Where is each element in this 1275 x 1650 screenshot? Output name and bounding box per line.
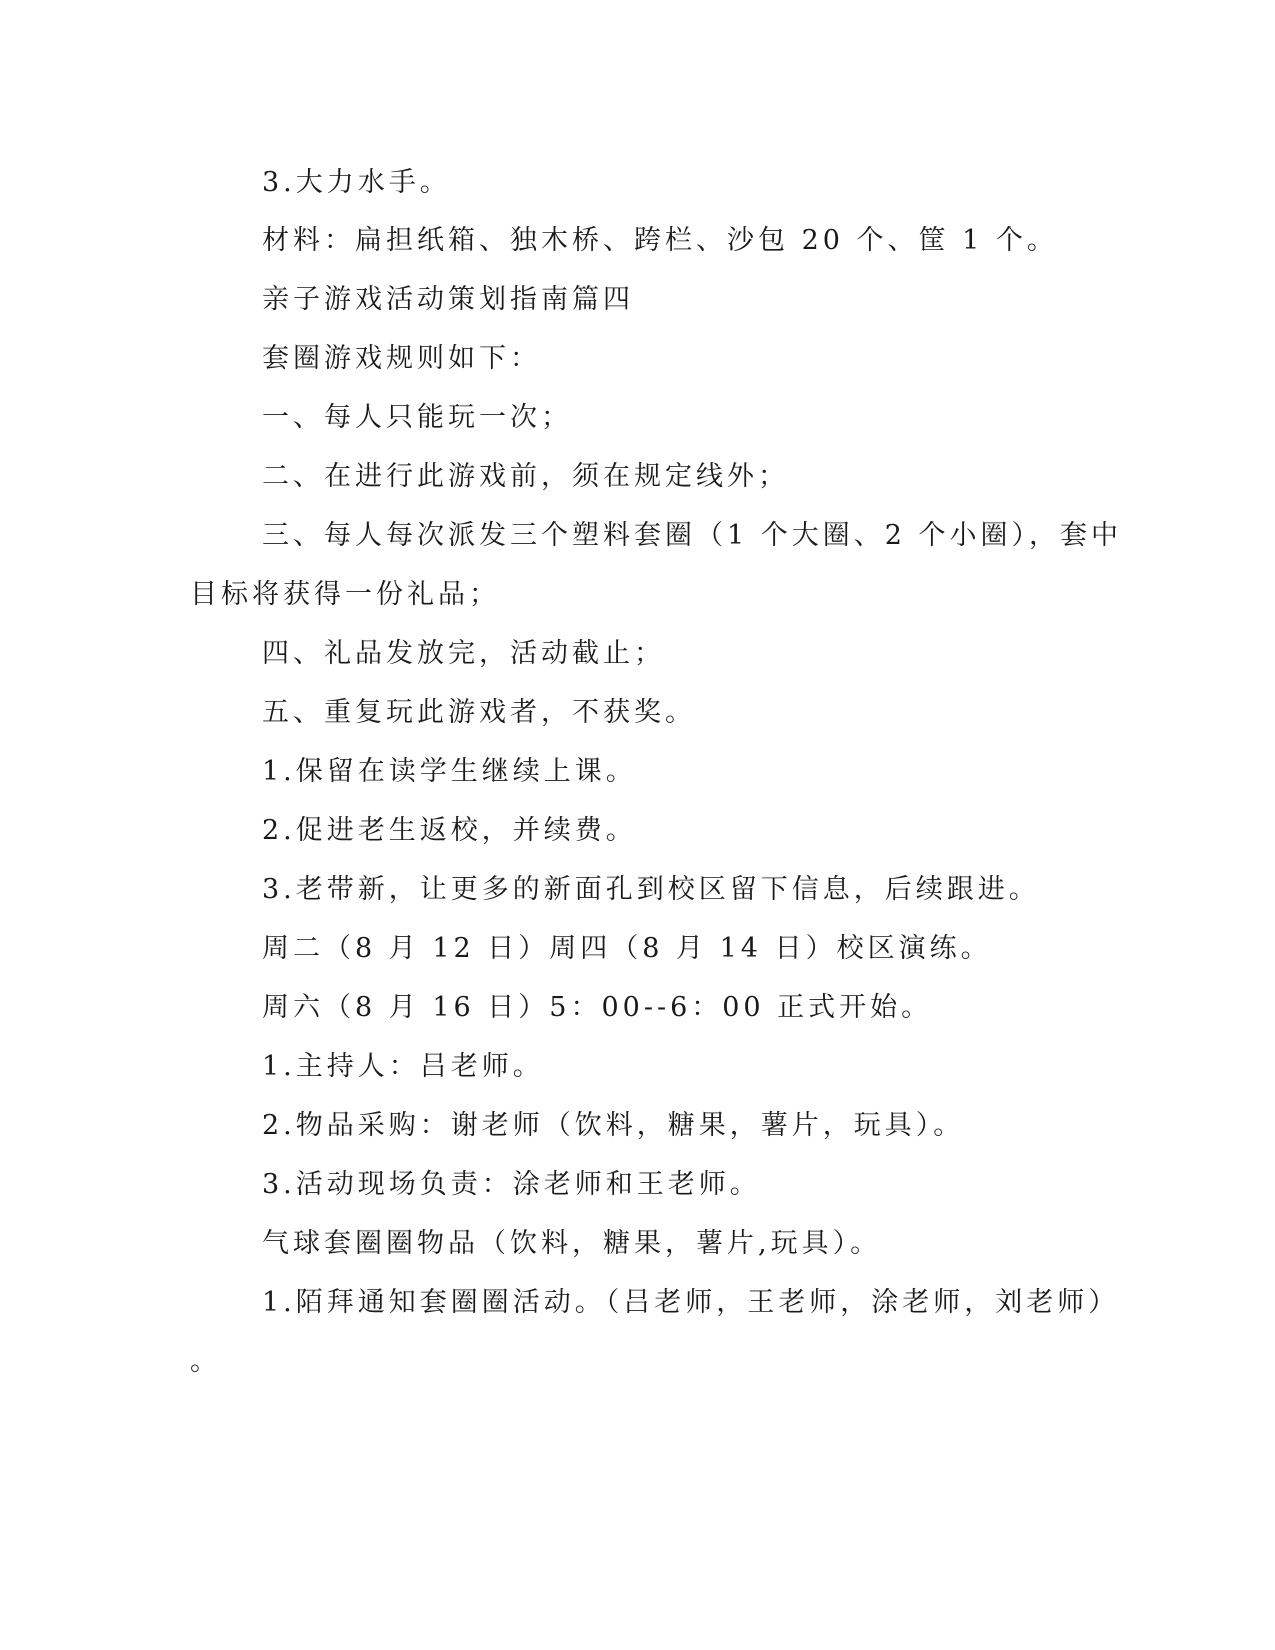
- paragraph-materials: 材料：扁担纸箱、独木桥、跨栏、沙包 20 个、筐 1 个。: [262, 225, 1058, 256]
- rule-item-2: 二、在进行此游戏前，须在规定线外；: [262, 461, 789, 492]
- staff-onsite: 3.活动现场负责：涂老师和王老师。: [262, 1169, 761, 1200]
- staff-purchasing: 2.物品采购：谢老师（饮料，糖果，薯片，玩具）。: [262, 1110, 965, 1141]
- rule-item-3-continuation: 目标将获得一份礼品；: [190, 579, 500, 610]
- paragraph-popeye-title: 3.大力水手。: [262, 167, 451, 198]
- rule-item-5: 五、重复玩此游戏者，不获奖。: [262, 697, 696, 728]
- goal-item-1: 1.保留在读学生继续上课。: [262, 756, 637, 787]
- section-heading: 亲子游戏活动策划指南篇四: [262, 284, 634, 315]
- rule-item-3: 三、每人每次派发三个塑料套圈（1 个大圈、2 个小圈），套中: [262, 520, 1123, 551]
- goal-item-3: 3.老带新，让更多的新面孔到校区留下信息，后续跟进。: [262, 874, 1040, 905]
- notification-continuation: 。: [190, 1346, 221, 1377]
- staff-host: 1.主持人：吕老师。: [262, 1051, 544, 1082]
- paragraph-rules-intro: 套圈游戏规则如下：: [262, 343, 541, 374]
- balloon-items: 气球套圈圈物品（饮料，糖果，薯片,玩具）。: [262, 1228, 882, 1259]
- rule-item-1: 一、每人只能玩一次；: [262, 402, 572, 433]
- rule-item-4: 四、礼品发放完，活动截止；: [262, 638, 665, 669]
- schedule-rehearsal: 周二（8 月 12 日）周四（8 月 14 日）校区演练。: [262, 933, 992, 964]
- goal-item-2: 2.促进老生返校，并续费。: [262, 815, 637, 846]
- schedule-start: 周六（8 月 16 日）5：00--6：00 正式开始。: [262, 992, 933, 1023]
- notification-item: 1.陌拜通知套圈圈活动。（吕老师，王老师，涂老师，刘老师）: [262, 1287, 1120, 1318]
